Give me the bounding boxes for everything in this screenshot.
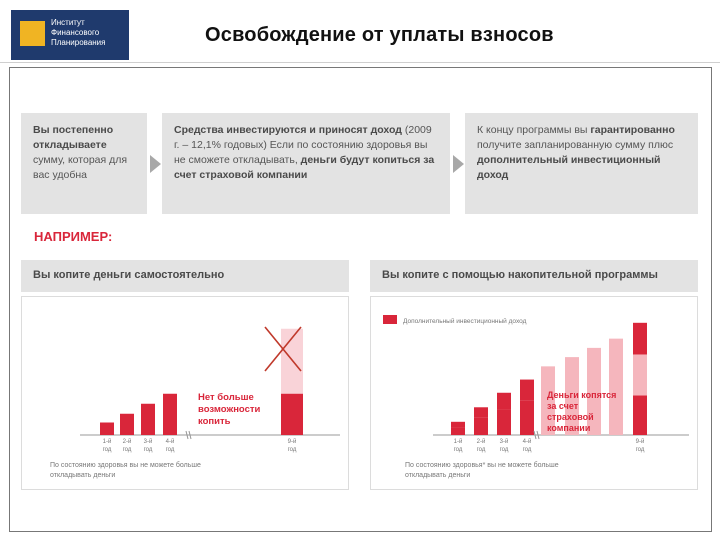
left-chart <box>22 297 348 489</box>
step-arrow-1-icon <box>150 155 161 173</box>
tick-label: 2-й год <box>122 439 132 453</box>
institute-logo <box>11 10 129 60</box>
logo-text: Институт Финансового Планирования <box>51 18 106 47</box>
right-chart <box>371 297 697 489</box>
bar <box>281 394 303 435</box>
bar <box>163 394 177 435</box>
tick-label: 9-й год <box>287 439 297 453</box>
tick-label: 2-й год <box>476 439 486 453</box>
legend-label: Дополнительный инвестиционный доход <box>403 318 527 325</box>
title-divider <box>0 62 720 63</box>
legend-swatch <box>383 315 397 324</box>
left-panel-title: Вы копите деньги самостоятельно <box>21 260 349 292</box>
chart-footnote: По состоянию здоровья* вы не можете больше откладывать деньги <box>405 462 559 479</box>
logo-mark-icon <box>20 21 45 46</box>
tick-label: 4-й год <box>165 439 175 453</box>
tick-label: 9-й год <box>635 439 645 453</box>
chart-annotation: Деньги копятся за счет страховой компании <box>547 390 617 433</box>
tick-label: 1-й год <box>102 439 112 453</box>
tick-label: 4-й год <box>522 439 532 453</box>
step-2-box: Средства инвестируются и приносят доход (2009 г. – 12,1% годовых) Если по состоянию здоровья вы не сможете откладывать, деньги будут копиться за счет страховой компании <box>162 113 450 214</box>
step-3-box: К концу программы вы гарантированно получите запланированную сумму плюс дополнительный инвестиционный доход <box>465 113 698 214</box>
tick-label: 1-й год <box>453 439 463 453</box>
bar <box>141 404 155 435</box>
bar-base <box>633 395 647 435</box>
bar-base <box>520 401 534 435</box>
bar-base <box>497 410 511 435</box>
right-chart-panel <box>370 296 698 490</box>
tick-label: 3-й год <box>499 439 509 453</box>
bar-income <box>497 393 511 410</box>
bar-income <box>520 380 534 401</box>
chart-footnote: По состоянию здоровья вы не можете больше откладывать деньги <box>50 462 201 479</box>
step-1-box: Вы постепенно откладываете сумму, которая для вас удобна <box>21 113 147 214</box>
tick-label: 3-й год <box>143 439 153 453</box>
bar-income <box>451 422 465 427</box>
chart-annotation: Нет больше возможности копить <box>198 392 261 427</box>
bar-income <box>474 407 488 418</box>
bar-base <box>451 427 465 435</box>
bar-income <box>633 323 647 355</box>
left-chart-panel <box>21 296 349 490</box>
step-arrow-2-icon <box>453 155 464 173</box>
bar <box>120 414 134 435</box>
bar-insurer <box>609 339 623 435</box>
bar-base <box>474 418 488 435</box>
slide-title: Освобождение от уплаты взносов <box>205 24 554 46</box>
bar-insurer <box>633 354 647 395</box>
example-label: НАПРИМЕР: <box>34 229 113 244</box>
bar <box>100 423 114 436</box>
right-panel-title: Вы копите с помощью накопительной программы <box>370 260 698 292</box>
